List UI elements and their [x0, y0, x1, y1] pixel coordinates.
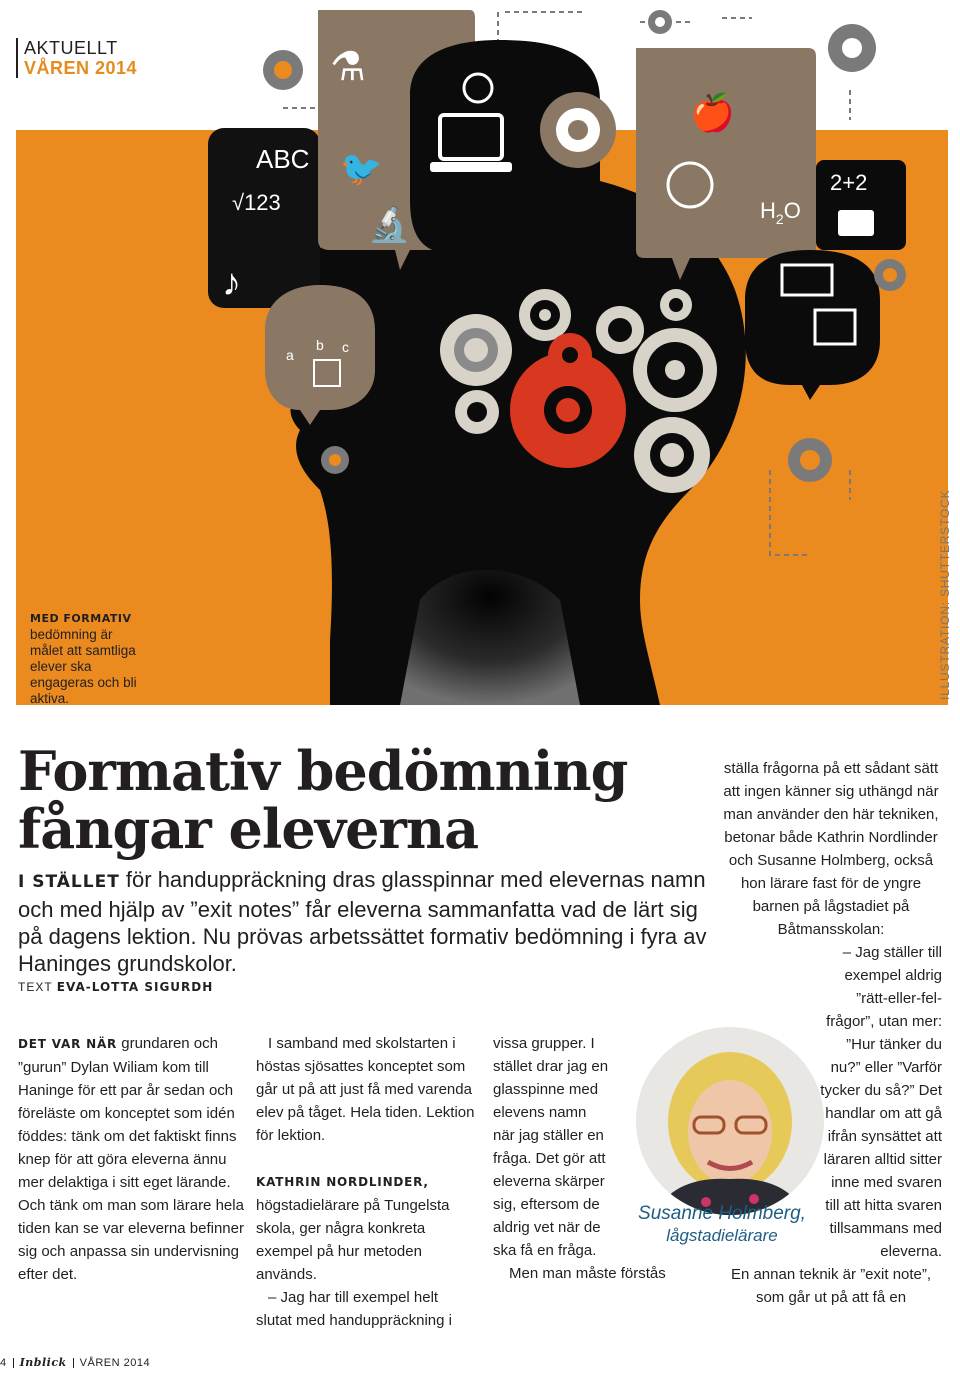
photo-caption	[628, 1203, 816, 1247]
page-number: 4	[0, 1357, 7, 1369]
byline-label: TEXT	[18, 980, 57, 994]
gear-gray-right2	[874, 259, 906, 291]
issue-label: VÅREN 2014	[24, 58, 138, 78]
headline-line-1: Formativ bedömning	[18, 739, 628, 803]
headline	[18, 739, 708, 861]
caption-lead: MED FORMATIV	[30, 612, 132, 625]
bird-icon: 🐦	[340, 150, 383, 188]
footer-issue: VÅREN 2014	[79, 1357, 151, 1369]
apple-icon: 🍎	[690, 92, 735, 133]
bubble-numbers	[816, 160, 906, 250]
paragraph-text: grundaren och ”gurun” Dylan Wiliam kom till Haninge för ett par år sedan och föreläste om konceptet som idén föddes: tänk om det faktiskt finns knep för att göra eleverna ännu mer delaktiga i sitt eget lärande. Och tänk om man som lärare hela tiden kan se var eleverna befinner sig och anpassa sin undervisning efter det.	[18, 1035, 244, 1283]
briefcase-icon	[838, 210, 874, 236]
magazine-name: Inblick	[19, 1356, 67, 1369]
illustration-credit: ILLUSTRATION: SHUTTERSTOCK	[938, 489, 952, 700]
gear-light-1	[440, 314, 512, 386]
paragraph: I samband med skolstarten i höstas sjösattes konceptet som går ut på att just få med varenda elev på tåget. Hela tiden. Lektion för lektion.	[256, 1035, 475, 1144]
photo-caption-name: Susanne Holmberg,	[638, 1203, 806, 1224]
body-column-1	[18, 1032, 246, 1286]
caption-text: bedömning är målet att samtliga elever ska engageras och bli aktiva.	[30, 627, 137, 706]
bubble-math	[208, 128, 320, 308]
gear-gray-top	[828, 24, 876, 72]
gear-light-4	[633, 328, 717, 412]
gear-light-5	[634, 417, 710, 493]
paragraph-text: högstadielärare på Tungelsta skola, ger några konkreta exempel på hur metoden används.	[256, 1197, 450, 1283]
sqrt-symbol: √123	[232, 190, 281, 215]
paragraph: vissa grupper. I stället drar jag en glasspinne med elevens namn när jag ställer en fråga. Det gör att eleverna skärper sig, eftersom de aldrig vet när de ska få en fråga.	[493, 1035, 609, 1259]
gear-gray-left	[321, 446, 349, 474]
microscope-icon: 🔬	[368, 206, 411, 244]
paragraph: – Jag ställer till exempel aldrig ”rätt-eller-fel-frågor”, utan mer: ”Hur tänker du nu?” eller ”Varför tycker du så?” Det handlar om att gå ifrån synsättet att läraren alltid sitter inne med svaren till att hitta svaren tillsammans med eleverna.	[820, 944, 942, 1260]
paragraph: Men man måste förstås	[509, 1265, 666, 1282]
gear-gray-top2	[648, 10, 672, 34]
gear-light-6	[596, 306, 644, 354]
letter-c: c	[342, 339, 349, 355]
page-footer	[0, 1356, 150, 1369]
section-label: AKTUELLT	[24, 38, 118, 58]
byline	[18, 980, 213, 994]
ingress-lead: I STÄLLET	[18, 872, 120, 892]
two-plus-two-symbol: 2+2	[830, 170, 868, 195]
h2o-symbol: $H_2O$	[760, 198, 801, 227]
abc-symbol: ABC	[256, 144, 310, 174]
headline-line-2: fångar eleverna	[18, 797, 479, 861]
photo-caption-role: lågstadielärare	[666, 1226, 778, 1245]
flask-icon: ⚗	[330, 45, 366, 89]
gear-light-7	[660, 289, 692, 321]
letter-b: b	[316, 337, 324, 353]
section-tag	[16, 38, 137, 78]
portrait-photo	[636, 1027, 824, 1215]
ingress-text: för handuppräckning dras glasspinnar med elevernas namn och med hjälp av ”exit notes” får eleverna sammanfatta vad de lärt sig på dagens lektion. Nu prövas arbetssättet formativ bedömning i fyra av Haninges grundskolor.	[18, 867, 707, 976]
gear-light-2	[519, 289, 571, 341]
music-note-icon: ♪	[222, 262, 241, 304]
gear-light-3	[455, 390, 499, 434]
paragraph: En annan teknik är ”exit note”, som går ut på att få en	[730, 1266, 932, 1306]
bubble-library	[745, 250, 880, 400]
paragraph: ställa frågorna på ett sådant sätt att ingen känner sig uthängd när man använder den här tekniken, betonar både Kathrin Nordlinder och Susanne Holmberg, också hon lärare fast för de yngre barnen på lågstadiet på Båtmansskolan:	[723, 760, 939, 938]
gear-gray-right	[788, 438, 832, 482]
gear-gray-small	[263, 50, 303, 90]
paragraph: – Jag har till exempel helt slutat med handuppräckning i	[256, 1289, 452, 1329]
byline-author: EVA-LOTTA SIGURDH	[56, 980, 214, 994]
letter-a: a	[286, 347, 294, 363]
paragraph-lead: KATHRIN NORDLINDER,	[256, 1175, 429, 1189]
illustration-caption	[30, 610, 148, 707]
paragraph	[256, 1170, 476, 1286]
paragraph	[18, 1032, 246, 1286]
portrait-image	[636, 1027, 824, 1215]
body-column-2	[256, 1032, 476, 1332]
ingress	[18, 866, 708, 977]
bubble-school	[636, 48, 816, 280]
gear-red-small	[548, 333, 592, 377]
paragraph-lead: DET VAR NÄR	[18, 1037, 118, 1051]
